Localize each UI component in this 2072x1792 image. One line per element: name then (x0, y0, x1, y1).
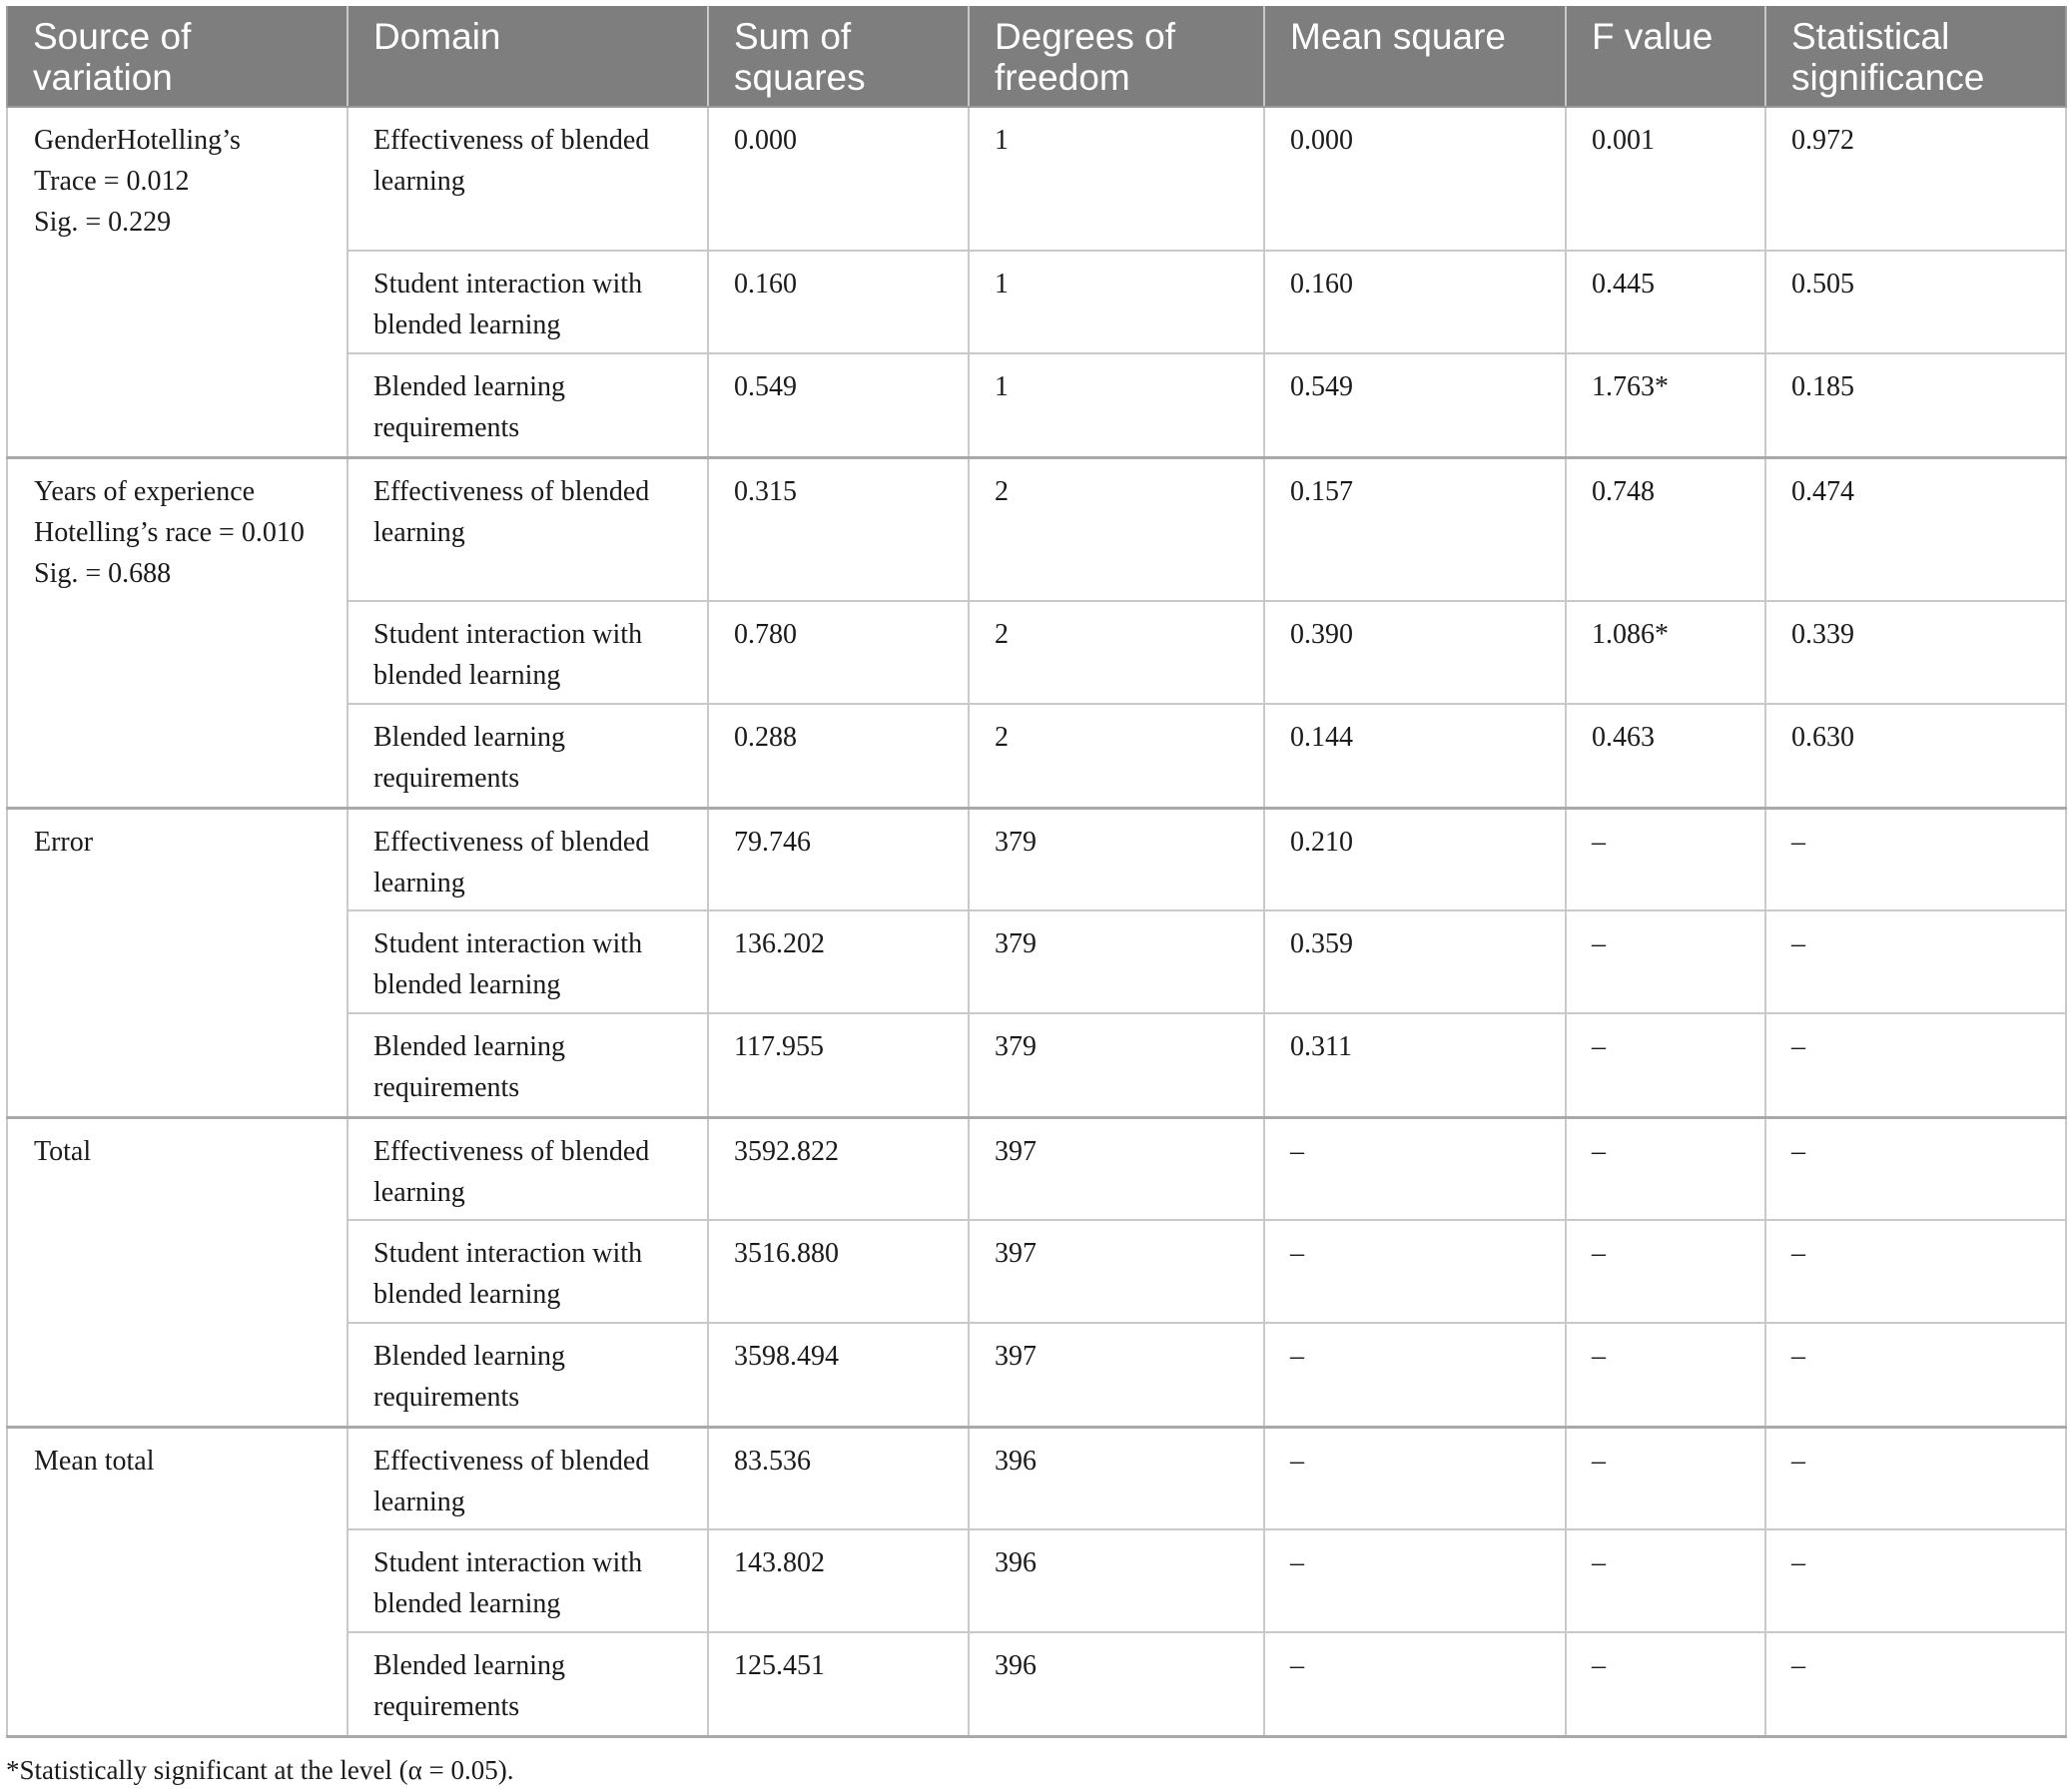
anova-table-container (6, 6, 2065, 1738)
domain-line: requirements (373, 1691, 520, 1722)
domain-cell (347, 704, 708, 808)
domain-line: Student interaction with (373, 619, 643, 650)
degrees-of-freedom-cell: 1 (969, 353, 1264, 457)
degrees-of-freedom-cell: 396 (969, 1529, 1264, 1632)
degrees-of-freedom-cell: 396 (969, 1427, 1264, 1529)
domain-line: Effectiveness of blended (373, 1135, 650, 1167)
degrees-of-freedom-cell: 2 (969, 704, 1264, 808)
domain-line: Effectiveness of blended (373, 826, 650, 858)
significance-cell: 0.185 (1765, 353, 2066, 457)
domain-line: learning (373, 516, 465, 548)
sum-of-squares-cell: 125.451 (708, 1632, 969, 1736)
domain-cell (347, 808, 708, 910)
domain-cell (347, 910, 708, 1013)
domain-line: learning (373, 867, 465, 898)
significance-cell: 0.630 (1765, 704, 2066, 808)
table-row (7, 457, 2066, 601)
source-line: Error (34, 826, 94, 858)
domain-line: learning (373, 166, 465, 197)
sum-of-squares-cell: 0.288 (708, 704, 969, 808)
significance-cell: 0.505 (1765, 251, 2066, 353)
source-cell (7, 1427, 347, 1736)
domain-line: learning (373, 1486, 465, 1517)
domain-line: requirements (373, 412, 520, 443)
mean-square-cell: 0.311 (1264, 1013, 1566, 1117)
mean-square-cell: – (1264, 1220, 1566, 1323)
header-degrees-of-freedom: Degrees of freedom (969, 6, 1264, 107)
source-line: GenderHotelling’s (34, 125, 241, 156)
sum-of-squares-cell: 0.160 (708, 251, 969, 353)
table-body (7, 107, 2066, 1736)
sum-of-squares-cell: 3598.494 (708, 1323, 969, 1427)
domain-line: Student interaction with (373, 928, 643, 959)
degrees-of-freedom-cell: 2 (969, 457, 1264, 601)
header-row (7, 6, 2066, 107)
mean-square-cell: 0.390 (1264, 601, 1566, 704)
domain-cell (347, 1220, 708, 1323)
header-domain: Domain (347, 6, 708, 107)
significance-cell: – (1765, 1323, 2066, 1427)
table-footnote: *Statistically significant at the level (α = 0.05). (6, 1755, 514, 1785)
domain-cell (347, 1427, 708, 1529)
degrees-of-freedom-cell: 379 (969, 1013, 1264, 1117)
domain-line: Student interaction with (373, 1238, 643, 1269)
sum-of-squares-cell: 0.000 (708, 107, 969, 251)
f-value-cell: – (1566, 1013, 1765, 1117)
domain-line: Blended learning (373, 1031, 566, 1062)
domain-line: requirements (373, 763, 520, 794)
f-value-cell: 1.086* (1566, 601, 1765, 704)
significance-cell: 0.339 (1765, 601, 2066, 704)
domain-cell (347, 601, 708, 704)
source-line: Sig. = 0.688 (34, 557, 172, 589)
mean-square-cell: – (1264, 1427, 1566, 1529)
significance-cell: – (1765, 1427, 2066, 1529)
domain-cell (347, 1529, 708, 1632)
domain-line: blended learning (373, 660, 561, 691)
source-line: Total (34, 1135, 92, 1167)
sum-of-squares-cell: 0.315 (708, 457, 969, 601)
f-value-cell: 0.445 (1566, 251, 1765, 353)
f-value-cell: 0.463 (1566, 704, 1765, 808)
degrees-of-freedom-cell: 397 (969, 1117, 1264, 1220)
significance-cell: – (1765, 1220, 2066, 1323)
f-value-cell: – (1566, 1220, 1765, 1323)
domain-line: Effectiveness of blended (373, 125, 650, 156)
f-value-cell: – (1566, 1323, 1765, 1427)
source-cell (7, 107, 347, 457)
significance-cell: 0.972 (1765, 107, 2066, 251)
degrees-of-freedom-cell: 379 (969, 808, 1264, 910)
table-row (7, 808, 2066, 910)
domain-cell (347, 457, 708, 601)
mean-square-cell: 0.160 (1264, 251, 1566, 353)
mean-square-cell: 0.210 (1264, 808, 1566, 910)
f-value-cell: 1.763* (1566, 353, 1765, 457)
header-source: Source of variation (7, 6, 347, 107)
domain-line: blended learning (373, 1588, 561, 1619)
f-value-cell: 0.748 (1566, 457, 1765, 601)
mean-square-cell: – (1264, 1529, 1566, 1632)
significance-cell: – (1765, 1529, 2066, 1632)
significance-cell: – (1765, 1013, 2066, 1117)
table-row (7, 1427, 2066, 1529)
domain-line: Student interaction with (373, 269, 643, 299)
f-value-cell: – (1566, 1117, 1765, 1220)
domain-line: blended learning (373, 969, 561, 1000)
sum-of-squares-cell: 0.780 (708, 601, 969, 704)
degrees-of-freedom-cell: 379 (969, 910, 1264, 1013)
significance-cell: – (1765, 910, 2066, 1013)
sum-of-squares-cell: 3516.880 (708, 1220, 969, 1323)
source-line: Mean total (34, 1445, 155, 1477)
domain-line: blended learning (373, 309, 561, 340)
f-value-cell: 0.001 (1566, 107, 1765, 251)
header-mean-square: Mean square (1264, 6, 1566, 107)
source-line: Hotelling’s race = 0.010 (34, 516, 305, 548)
significance-cell: – (1765, 808, 2066, 910)
domain-cell (347, 1323, 708, 1427)
mean-square-cell: – (1264, 1323, 1566, 1427)
domain-cell (347, 1117, 708, 1220)
source-line: Sig. = 0.229 (34, 207, 172, 238)
sum-of-squares-cell: 3592.822 (708, 1117, 969, 1220)
domain-line: Student interaction with (373, 1547, 643, 1578)
sum-of-squares-cell: 0.549 (708, 353, 969, 457)
source-cell (7, 808, 347, 1117)
f-value-cell: – (1566, 1632, 1765, 1736)
domain-line: Blended learning (373, 1341, 566, 1372)
domain-cell (347, 1013, 708, 1117)
source-line: Trace = 0.012 (34, 166, 190, 197)
domain-line: blended learning (373, 1279, 561, 1310)
source-line: Years of experience (34, 475, 256, 507)
f-value-cell: – (1566, 1427, 1765, 1529)
degrees-of-freedom-cell: 397 (969, 1323, 1264, 1427)
mean-square-cell: 0.000 (1264, 107, 1566, 251)
f-value-cell: – (1566, 910, 1765, 1013)
mean-square-cell: 0.359 (1264, 910, 1566, 1013)
domain-cell (347, 107, 708, 251)
source-cell (7, 1117, 347, 1427)
degrees-of-freedom-cell: 397 (969, 1220, 1264, 1323)
domain-line: Effectiveness of blended (373, 475, 650, 507)
mean-square-cell: – (1264, 1632, 1566, 1736)
f-value-cell: – (1566, 1529, 1765, 1632)
domain-line: Blended learning (373, 722, 566, 753)
mean-square-cell: 0.157 (1264, 457, 1566, 601)
sum-of-squares-cell: 79.746 (708, 808, 969, 910)
table-row (7, 1117, 2066, 1220)
sum-of-squares-cell: 83.536 (708, 1427, 969, 1529)
domain-line: learning (373, 1176, 465, 1208)
domain-line: requirements (373, 1382, 520, 1413)
domain-line: Blended learning (373, 371, 566, 402)
sum-of-squares-cell: 136.202 (708, 910, 969, 1013)
degrees-of-freedom-cell: 396 (969, 1632, 1264, 1736)
degrees-of-freedom-cell: 2 (969, 601, 1264, 704)
table-row (7, 107, 2066, 251)
header-statistical-significance: Statistical significance (1765, 6, 2066, 107)
domain-cell (347, 251, 708, 353)
degrees-of-freedom-cell: 1 (969, 251, 1264, 353)
anova-table (6, 6, 2067, 1738)
mean-square-cell: 0.549 (1264, 353, 1566, 457)
significance-cell: – (1765, 1632, 2066, 1736)
degrees-of-freedom-cell: 1 (969, 107, 1264, 251)
f-value-cell: – (1566, 808, 1765, 910)
significance-cell: 0.474 (1765, 457, 2066, 601)
source-cell (7, 457, 347, 808)
domain-line: requirements (373, 1072, 520, 1103)
significance-cell: – (1765, 1117, 2066, 1220)
sum-of-squares-cell: 143.802 (708, 1529, 969, 1632)
table-header (7, 6, 2066, 107)
mean-square-cell: 0.144 (1264, 704, 1566, 808)
sum-of-squares-cell: 117.955 (708, 1013, 969, 1117)
header-sum-of-squares: Sum of squares (708, 6, 969, 107)
domain-cell (347, 1632, 708, 1736)
domain-cell (347, 353, 708, 457)
header-f-value: F value (1566, 6, 1765, 107)
domain-line: Blended learning (373, 1650, 566, 1681)
mean-square-cell: – (1264, 1117, 1566, 1220)
domain-line: Effectiveness of blended (373, 1445, 650, 1477)
